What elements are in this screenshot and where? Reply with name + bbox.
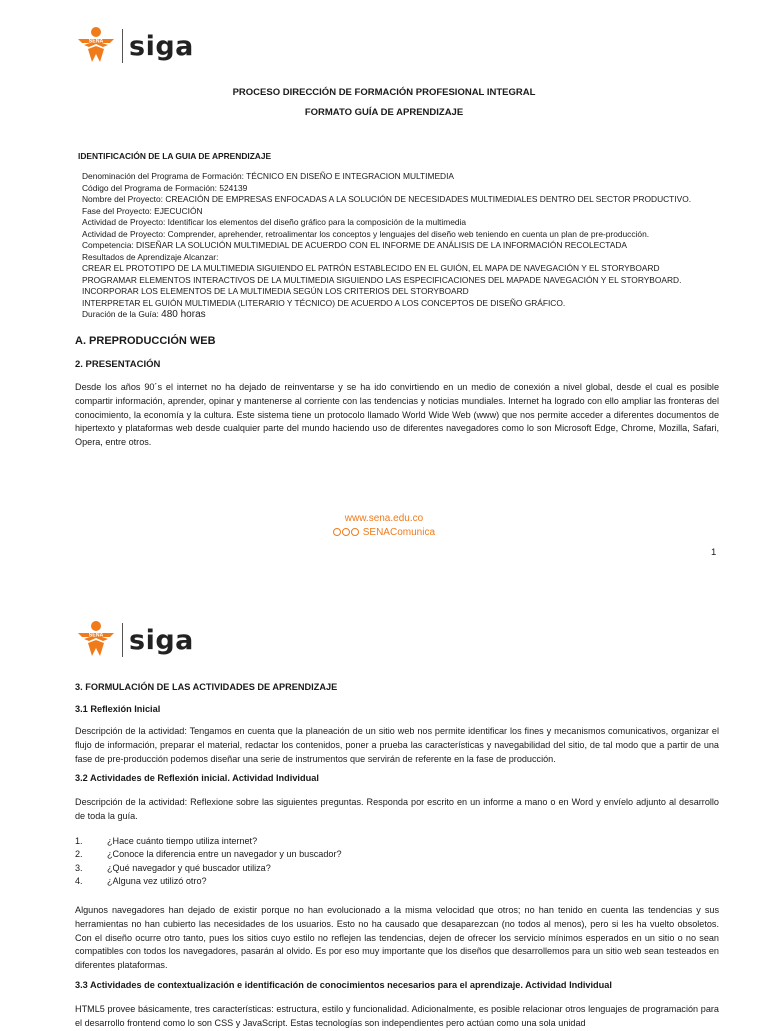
logo-divider	[122, 623, 123, 657]
ident-line-duration	[82, 309, 722, 321]
cc-nc-icon	[351, 528, 359, 536]
ident-line-program: Denominación del Programa de Formación: TÉCNICO EN DISEÑO E INTEGRACION MULTIMEDIA	[82, 171, 455, 181]
doc-title-process: PROCESO DIRECCIÓN DE FORMACIÓN PROFESIONAL INTEGRAL	[232, 87, 536, 98]
sena-logo-text: SENA	[88, 38, 104, 45]
cc-icon	[333, 528, 341, 536]
sena-logo-text: SENA	[88, 632, 104, 639]
duration-value: 480 horas	[161, 309, 206, 320]
siga-logo-text: siga	[129, 30, 194, 62]
activity-description: Descripción de la actividad: Reflexione sobre las siguientes preguntas. Responda por escrito en un informe a mano o en Word y envíelo adjunto al desarrollo de toda la guía.	[75, 797, 719, 821]
browsers-paragraph: Algunos navegadores han dejado de existir porque no han evolucionado a la misma velocidad que otros; no han tenido en cuenta las tendencias y sus herramientas no han cubierto las necesidades de los usuarios. Esto no ha causado que desaparezcan (no todos al menos), pero si les ha vuelto obsoletos. Con el diseño ocurre otro tanto, pues los sitios cuyo estilo no reflejen las tendencias, dejen de ofrecer los servicio mínimos esperados en un sitio o no sean compatibles con todos los navegadores, pasarán al olvido. Es por eso muy importante que los diseños que desarrollemos para un sitio web sean testeados en diferentes plataformas.	[75, 905, 719, 971]
footer-url: www.sena.edu.co	[344, 513, 424, 524]
ident-line-result-4: INTERPRETAR EL GUIÓN MULTIMEDIA (LITERARIO Y TÉCNICO) DE ACUERDO A LOS CONCEPTOS DE DISEÑO GRÁFICO.	[82, 297, 566, 308]
subsection-33-heading: 3.3 Actividades de contextualización e identificación de conocimientos necesarios para el aprendizaje. Actividad Individual	[75, 980, 612, 990]
ident-line-result-1: CREAR EL PROTOTIPO DE LA MULTIMEDIA SIGUIENDO EL PATRÓN ESTABLECIDO EN EL GUIÓN, EL MAPA DE NAVEGACIÓN Y EL STORYBOARD	[82, 263, 660, 273]
subsection-31-heading: 3.1 Reflexión Inicial	[75, 704, 161, 714]
sena-siga-logo	[74, 620, 194, 660]
presentation-paragraph: Desde los años 90´s el internet no ha dejado de reinventarse y se ha ido convirtiendo en un medio de conexión a nivel global, desde el cual es posible compartir información, aprender, opinar y mantenerse al corriente con las tendencias y noticias mundiales. Internet ha logrado con ello ampliar las fronteras del conocimiento, la economía y la cultura. Este sistema tiene un protocolo llamado World Wide Web (www) que nos permite acceder a diferentes documentos de hipertexto y plataformas web desde cualquier parte del mundo haciendo uso de diferentes navegadores como lo son Microsoft Edge, Chrome, Mozilla, Safari, Opera, entre otros.	[75, 382, 719, 448]
ident-line-code: Código del Programa de Formación: 524139	[82, 182, 248, 193]
siga-logo-text: siga	[129, 624, 194, 656]
document-page-2	[0, 578, 768, 1028]
ident-heading: IDENTIFICACIÓN DE LA GUIA DE APRENDIZAJE	[78, 151, 272, 161]
html5-paragraph: HTML5 provee básicamente, tres características: estructura, estilo y funcionalidad. Adicionalmente, es posible relacionar otros lenguajes de programación para el desarrollo frontend como lo son CSS y JavaScript. Estas tecnologías son independientes pero actúan como una sola unidad	[75, 1004, 719, 1028]
cc-by-icon	[342, 528, 350, 536]
section-2-heading: 2. PRESENTACIÓN	[75, 359, 161, 370]
questions-list	[75, 835, 715, 888]
sena-logo-icon	[74, 620, 118, 660]
ident-line-results-label: Resultados de Aprendizaje Alcanzar:	[82, 251, 219, 262]
section-3-heading: 3. FORMULACIÓN DE LAS ACTIVIDADES DE APRENDIZAJE	[75, 682, 338, 692]
list-item: 2. ¿Conoce la diferencia entre un navegador y un buscador?	[75, 849, 342, 860]
ident-line-activity-2: Actividad de Proyecto: Comprender, aprehender, retroalimentar los conceptos y lenguajes del diseño web teniendo en cuenta un plan de pre-producción.	[82, 228, 650, 239]
ident-line-result-3: INCORPORAR LOS ELEMENTOS DE LA MULTIMEDIA SEGÚN LOS CRITERIOS DEL STORYBOARD	[82, 286, 469, 296]
ident-line-result-2: PROGRAMAR ELEMENTOS INTERACTIVOS DE LA MULTIMEDIA SIGUIENDO LAS ESPECIFICACIONES DEL MAPADE NAVEGACIÓN Y EL STORYBOARD.	[82, 274, 682, 285]
duration-label: Duración de la Guía:	[82, 309, 159, 319]
ident-block	[82, 171, 722, 321]
sena-logo-icon	[74, 26, 118, 66]
ident-line-competence: Competencia: DISEÑAR LA SOLUCIÓN MULTIMEDIAL DE ACUERDO CON EL INFORME DE ANÁLISIS DE LA INFORMACIÓN RECOLECTADA	[82, 240, 627, 250]
ident-line-phase: Fase del Proyecto: EJECUCIÓN	[82, 205, 203, 216]
ident-line-activity-1: Actividad de Proyecto: Identificar los elementos del diseño gráfico para la composición de la multimedia	[82, 217, 467, 227]
ident-line-project: Nombre del Proyecto: CREACIÓN DE EMPRESAS ENFOCADAS A LA SOLUCIÓN DE NECESIDADES MULTIMEDIALES DENTRO DEL SECTOR PRODUCTIVO.	[82, 194, 692, 204]
doc-title-format: FORMATO GUÍA DE APRENDIZAJE	[304, 107, 464, 118]
section-a-heading: A. PREPRODUCCIÓN WEB	[75, 335, 216, 347]
page-number: 1	[711, 547, 717, 558]
list-item: 4. ¿Alguna vez utilizó otro?	[75, 875, 207, 886]
list-item: 3. ¿Qué navegador y qué buscador utiliza?	[75, 862, 271, 873]
list-item: 1. ¿Hace cuánto tiempo utiliza internet?	[75, 836, 258, 846]
footer-social-text: SENAComunica	[362, 527, 436, 538]
footer-social	[0, 527, 768, 538]
sena-siga-logo	[74, 26, 194, 66]
subsection-32-heading: 3.2 Actividades de Reflexión inicial. Actividad Individual	[75, 773, 319, 783]
logo-divider	[122, 29, 123, 63]
reflection-paragraph: Descripción de la actividad: Tengamos en cuenta que la planeación de un sitio web nos permite identificar los fines y mecanismos comunicativos, organizar el flujo de información, preparar el material, redactar los contenidos, poner a prueba las características y navegabilidad del sitio, de tal modo que a partir de una fase de pre-producción podemos diseñar una serie de instrumentos que servirán de referente en la fase de producción.	[75, 726, 719, 764]
